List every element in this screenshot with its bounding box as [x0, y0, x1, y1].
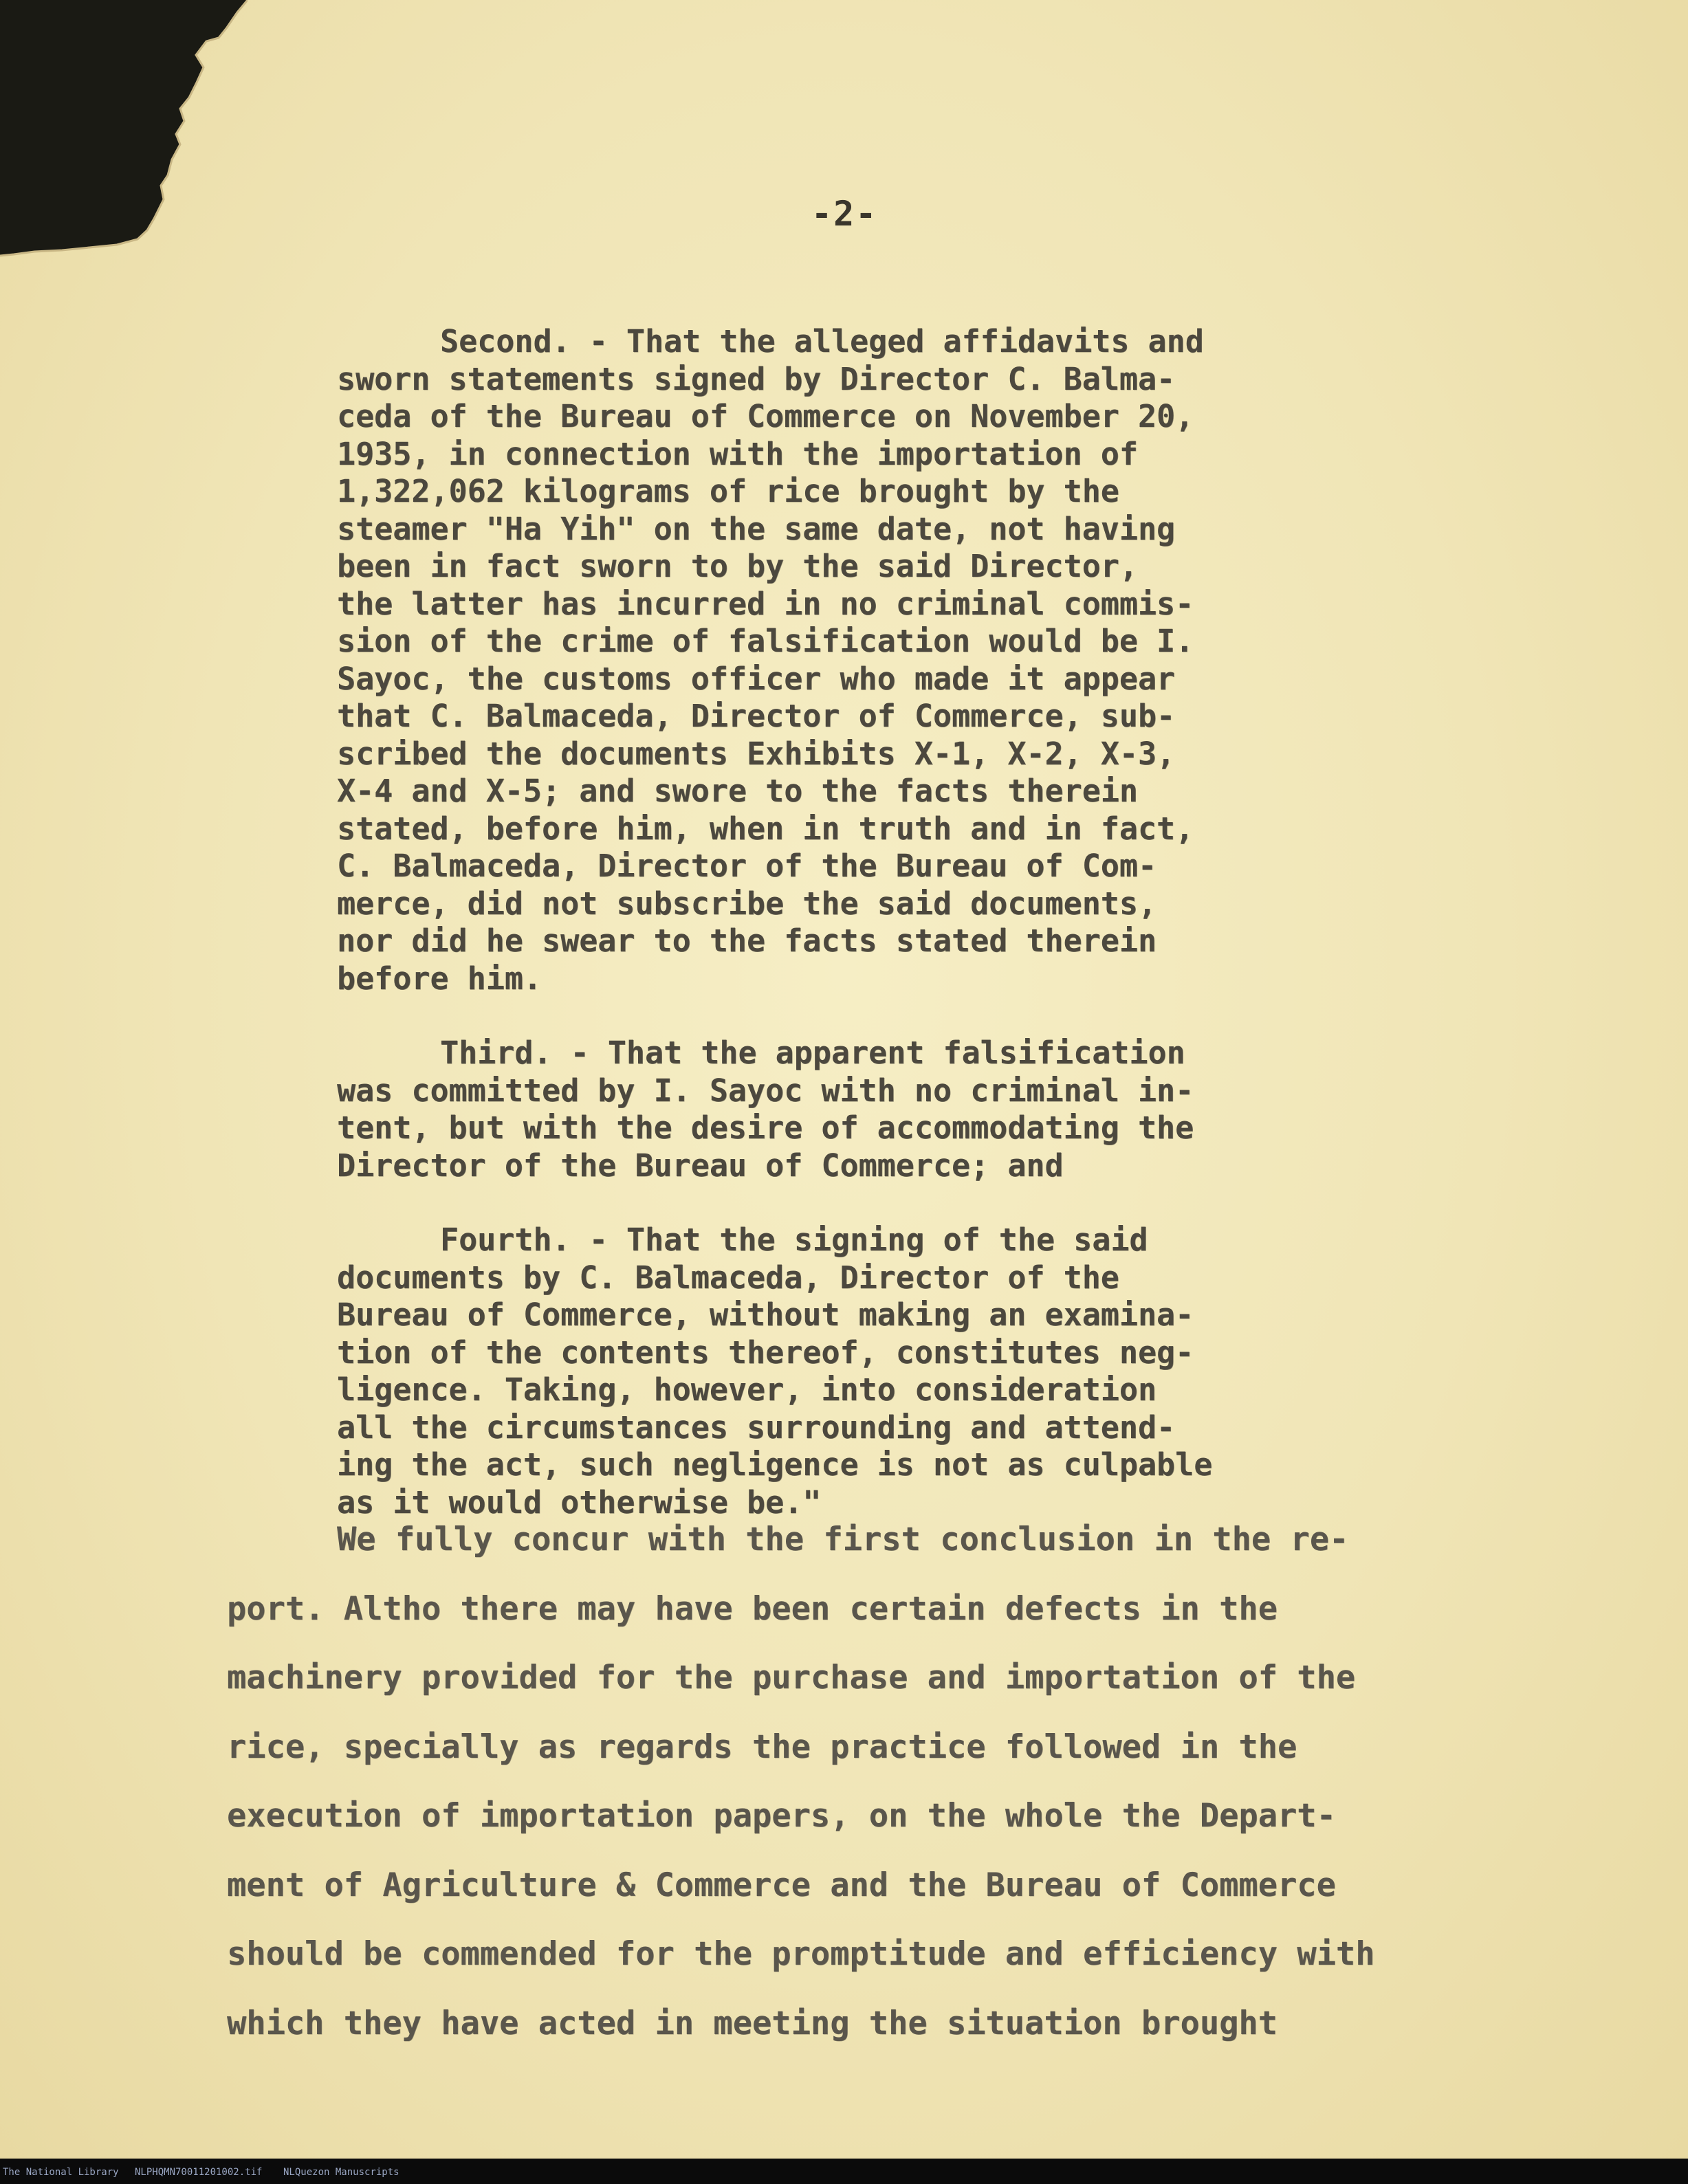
body-line: execution of importation papers, on the whole the Depart- [227, 1797, 1336, 1835]
conclusion-second: Second. - That the alleged affidavits and sworn statements signed by Director C. Balma- ceda of the Bureau of Commerce on November 20, 1935, in connection with the importation of 1,322,062 kilograms of rice brought by the steamer "Ha Yih" on the same date, not having been in fact sworn to by the said Director, the latter has incurred in no criminal commis- sion of the crime of falsification would be I. Sayoc, the customs officer who made it appear that C. Balmaceda, Director of Commerce, sub- scribed the documents Exhibits X-1, X-2, X-3, X-4 and X-5; and swore to the facts therein stated, before him, when in truth and in fact, C. Balmaceda, Director of the Bureau of Com- merce, did not subscribe the said documents, nor did he swear to the facts stated therein before him. [337, 323, 1204, 997]
body-line: port. Altho there may have been certain defects in the [227, 1589, 1278, 1628]
footer-collection: NLQuezon Manuscripts [283, 2167, 399, 2178]
body-line: machinery provided for the purchase and importation of the [227, 1659, 1356, 1697]
torn-corner-shape [0, 0, 248, 261]
body-line: which they have acted in meeting the situation brought [227, 2004, 1278, 2042]
body-paragraph [227, 1505, 1485, 2058]
page-number: -2- [811, 194, 878, 234]
body-line: ment of Agriculture & Commerce and the Bureau of Commerce [227, 1866, 1336, 1904]
scan-footer [0, 2159, 1688, 2184]
quoted-conclusions [337, 323, 1341, 1558]
body-line: should be commended for the promptitude and efficiency with [227, 1935, 1375, 1973]
conclusion-third: Third. - That the apparent falsification was committed by I. Sayoc with no criminal in- tent, but with the desire of accommodating the Director of the Bureau of Commerce; and [337, 1035, 1194, 1184]
body-line: We fully concur with the first conclusion in the re- [337, 1521, 1349, 1558]
conclusion-fourth: Fourth. - That the signing of the said documents by C. Balmaceda, Director of the Bureau of Commerce, without making an examina- tion of the contents thereof, constitutes neg- ligence. Taking, however, into consideration all the circumstances surrounding and attend- ing the act, such negligence is not as culpable as it would otherwise be." [337, 1222, 1213, 1521]
body-line: rice, specially as regards the practice followed in the [227, 1728, 1297, 1766]
footer-library: The National Library [3, 2167, 119, 2178]
footer-file-id: NLPHQMN70011201002.tif [135, 2167, 263, 2178]
